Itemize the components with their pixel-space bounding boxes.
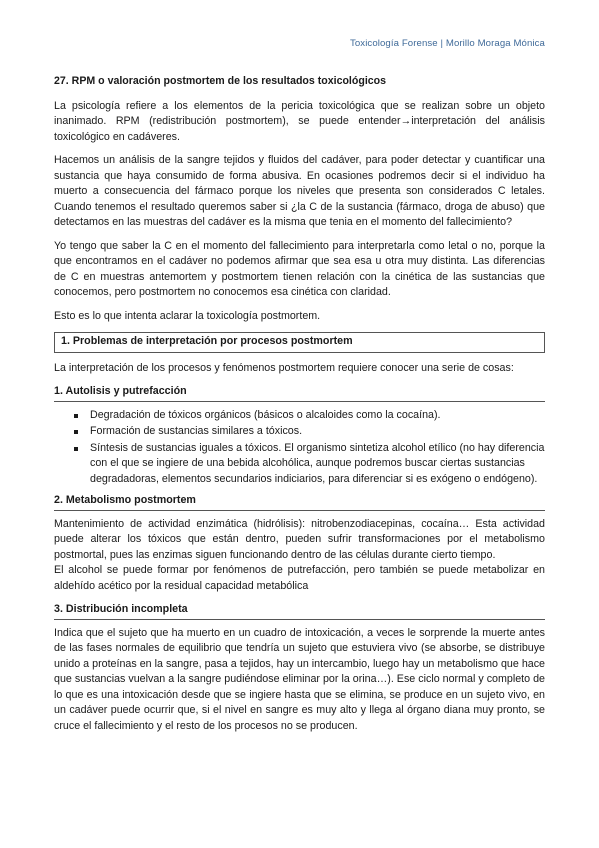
paragraph: Indica que el sujeto que ha muerto en un cuadro de intoxicación, a veces le sorprende la muerte antes de las fases normales de equilibrio que tendría un sujeto que estuviera vivo (se absorbe, se distribuye unido a proteínas en la sangre, pasa a tejidos, hay un intercambio, luego hay un metabolismo que hace que sustancias vuelvan a la sangre pudiéndose eliminar por la orina…). Ese ciclo normal y completo de lo que es una intoxicación desde que se ingiere hasta que se elimina, se produce en un sujeto vivo, en un cadáver puede ocurrir que, si el nivel en sangre es muy alto y llega al órgano diana muy pronto, se cruce el fallecimiento y el resto de los procesos no se producen. [54,626,545,732]
paragraph: La psicología refiere a los elementos de la pericia toxicológica que se realizan sobre un objeto inanimado. RPM (redistribución postmortem), se puede entender→interpretación del análisis toxicológico en cadáveres. [54,99,545,143]
list-item: Síntesis de sustancias iguales a tóxicos. El organismo sintetiza alcohol etílico (no hay diferencia con el que se ingiere de una bebida alcohólica, aunque podremos buscar ciertas sustancias degradadoras, elementos secundarios indiciarios, para diferenciar si es exógeno o endógeno). [74,441,545,488]
list-item: Degradación de tóxicos orgánicos (básicos o alcaloides como la cocaína). [74,408,545,424]
section-title: 27. RPM o valoración postmortem de los resultados toxicológicos [54,75,387,87]
paragraph: Mantenimiento de actividad enzimática (hidrólisis): nitrobenzodiacepinas, cocaína… Esta actividad puede alterar los tóxicos que están dentro, pueden sufrir transformaciones por el metabolismo postmortal, pues las enzimas siguen funcionando dentro de las células durante cierto tiempo. [54,517,545,561]
paragraph: Yo tengo que saber la C en el momento del fallecimiento para interpretarla como letal o no, porque la que encontramos en el cadáver no podemos afirmar que sea esa u otra muy distinta. Las diferencias de C en muestras antemortem y postmortem tienen relación con la cinética de las sustancias que conocemos, pero postmortem no conocemos esa cinética con claridad. [54,239,545,298]
distribucion-heading: 3. Distribución incompleta [54,602,545,620]
problems-heading: 1. Problemas de interpretación por procesos postmortem [54,332,545,353]
paragraph: Esto es lo que intenta aclarar la toxicología postmortem. [54,309,321,322]
list-item: Formación de sustancias similares a tóxicos. [74,424,545,440]
paragraph: Hacemos un análisis de la sangre tejidos y fluidos del cadáver, para poder detectar y cuantificar una sustancia que haya consumido de forma abusiva. En ocasiones podremos decir si el individuo ha muerto a consecuencia del fármaco porque los niveles que presenta son considerados C letales. Cuando tenemos el resultado queremos saber si ¿la C de la sustancia (fármaco, droga de abuso) que detectamos en las muestras del cadáver es la misma que tenia en el momento del fallecimiento? [54,154,545,228]
paragraph: La interpretación de los procesos y fenómenos postmortem requiere conocer una serie de cosas: [54,361,514,374]
metabolismo-heading: 2. Metabolismo postmortem [54,493,545,511]
running-header: Toxicología Forense | Morillo Moraga Mónica [349,38,545,49]
paragraph: El alcohol se puede formar por fenómenos de putrefacción, pero también se puede metabolizar en aldehído acético por la residual capacidad metabólica [54,564,545,592]
autolisis-heading: 1. Autolisis y putrefacción [54,384,545,402]
autolisis-list [54,408,545,488]
document-body [54,74,545,742]
